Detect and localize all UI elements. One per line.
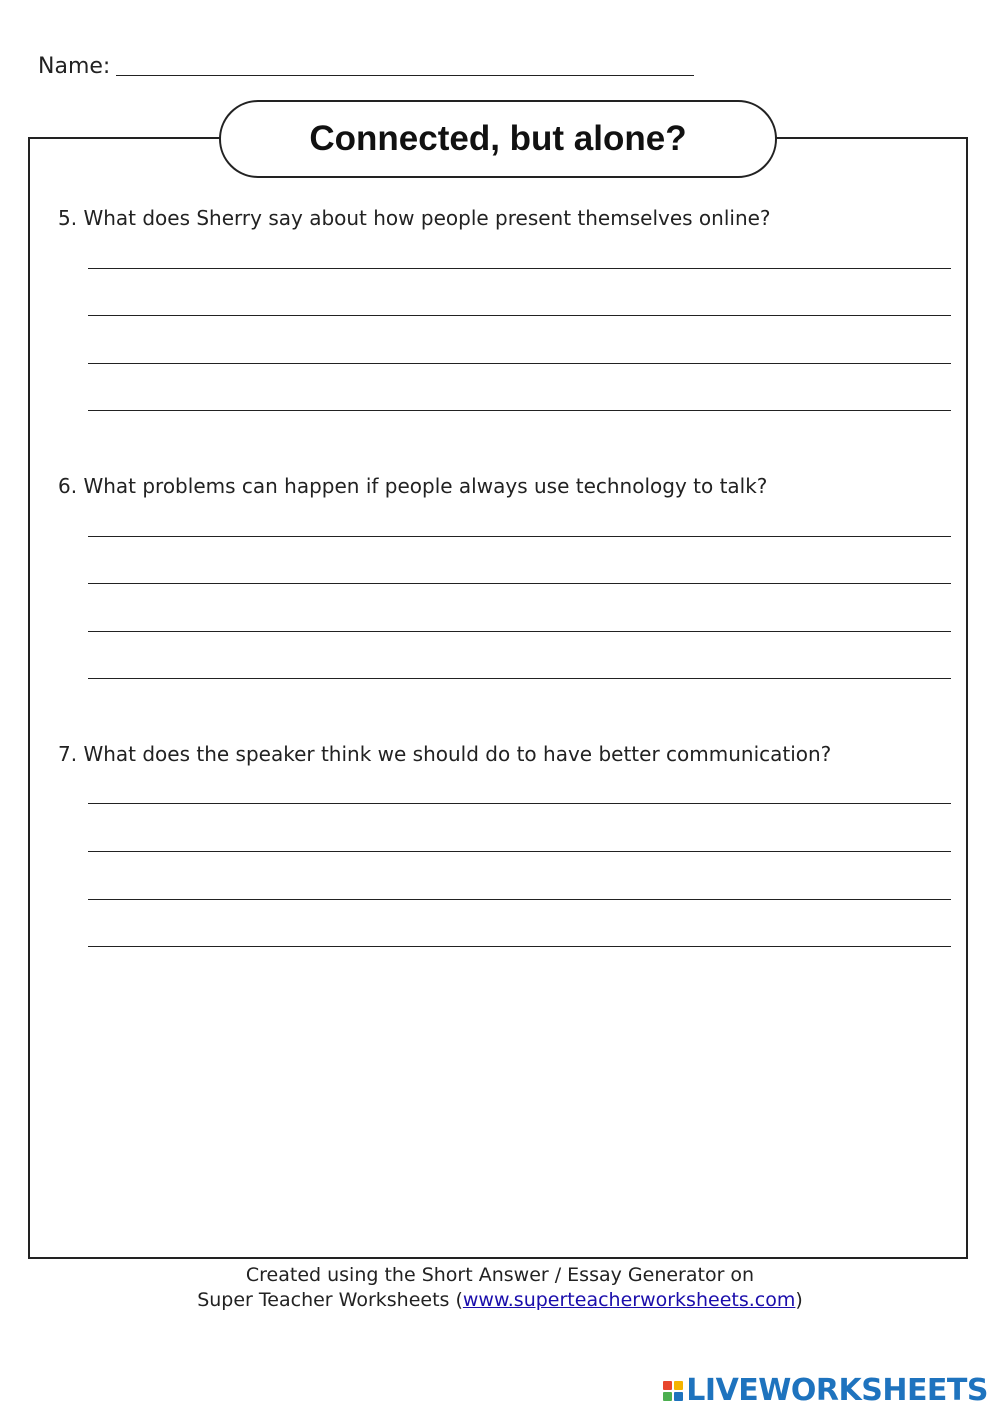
footer-credit: Created using the Short Answer / Essay Generator on bbox=[245, 1264, 755, 1286]
answer-line[interactable] bbox=[88, 899, 951, 900]
answer-line[interactable] bbox=[88, 315, 951, 316]
page-title: Connected, but alone? bbox=[219, 100, 777, 178]
name-field bbox=[38, 54, 694, 79]
answer-line[interactable] bbox=[88, 678, 951, 679]
logo-mark-icon bbox=[663, 1381, 683, 1401]
answer-line[interactable] bbox=[88, 410, 951, 411]
name-label: Name: bbox=[38, 54, 111, 79]
brand-name: LIVEWORKSHEETS bbox=[686, 1373, 988, 1408]
answer-line[interactable] bbox=[88, 803, 951, 804]
answer-line[interactable] bbox=[88, 631, 951, 632]
footer-source-suffix: ) bbox=[795, 1289, 803, 1311]
question-6: 6. What problems can happen if people always use technology to talk? bbox=[58, 474, 768, 498]
worksheet-frame bbox=[28, 137, 968, 1259]
question-5: 5. What does Sherry say about how people present themselves online? bbox=[58, 206, 771, 230]
footer-source bbox=[0, 1289, 1000, 1311]
answer-line[interactable] bbox=[88, 851, 951, 852]
footer-link[interactable]: www.superteacherworksheets.com bbox=[462, 1289, 796, 1311]
answer-line[interactable] bbox=[88, 268, 951, 269]
answer-line[interactable] bbox=[88, 946, 951, 947]
footer-source-prefix: Super Teacher Worksheets ( bbox=[197, 1289, 463, 1311]
liveworksheets-logo bbox=[663, 1373, 988, 1408]
answer-line[interactable] bbox=[88, 583, 951, 584]
question-7: 7. What does the speaker think we should do to have better communication? bbox=[58, 742, 832, 766]
answer-line[interactable] bbox=[88, 363, 951, 364]
name-input-line[interactable] bbox=[116, 75, 694, 76]
answer-line[interactable] bbox=[88, 536, 951, 537]
